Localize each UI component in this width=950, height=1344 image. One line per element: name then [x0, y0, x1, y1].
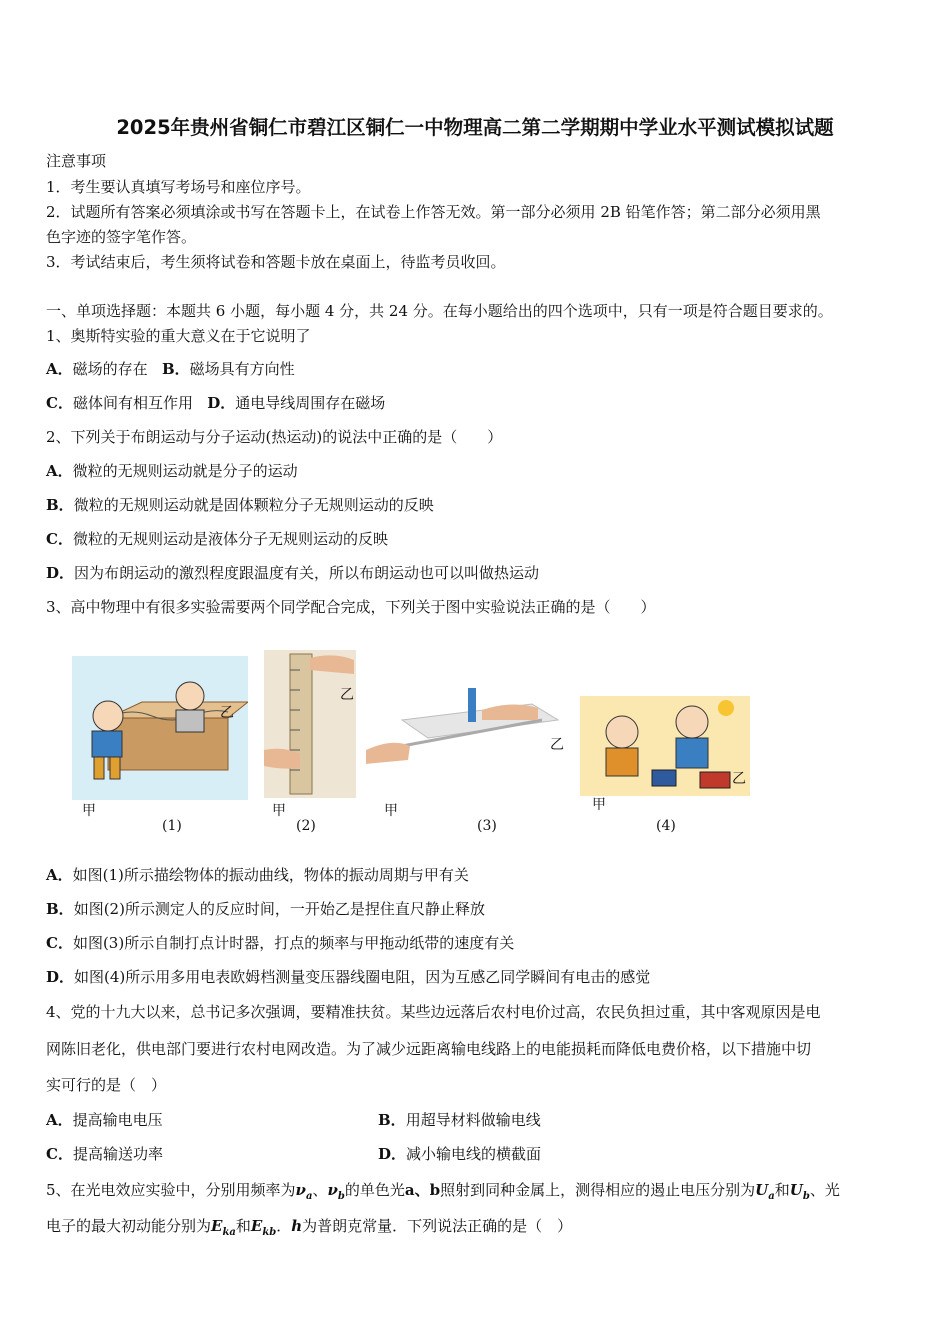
figure-4-caption: (4): [656, 818, 676, 834]
q4-option-a-line: [46, 1110, 163, 1130]
q1-c-key: C．: [46, 394, 73, 412]
q4-option-d-line: [378, 1144, 541, 1164]
q2-option-d: 因为布朗运动的激烈程度跟温度有关，所以布朗运动也可以叫做热运动: [74, 564, 540, 582]
q4-d-key: D．: [378, 1145, 407, 1163]
figure-1-illustration: [72, 656, 248, 800]
figure-2-yi-label: 乙: [340, 687, 354, 703]
q5-text-5: 电子的最大初动能分别为: [46, 1217, 212, 1235]
q4-a-key: A．: [46, 1111, 73, 1129]
q5-dot: ．: [276, 1217, 292, 1235]
figure-4-illustration: [580, 696, 750, 796]
figure-1-yi-label: 乙: [220, 705, 234, 721]
q5-and-1: 和: [774, 1181, 790, 1199]
figure-2-caption: (2): [296, 818, 316, 834]
notice-item-3: 3．考试结束后，考生须将试卷和答题卡放在桌面上，待监考员收回。: [46, 253, 506, 271]
notice-heading: 注意事项: [46, 152, 107, 170]
figure-3-yi-label: 乙: [550, 737, 564, 753]
figure-4-jia-label: 甲: [592, 797, 606, 813]
q5-text-1: 5、在光电效应实验中，分别用频率为: [46, 1181, 296, 1199]
q5-sep-1: 、: [312, 1181, 328, 1199]
q5-text-2: 的单色光: [344, 1181, 405, 1199]
q4-option-b-line: [378, 1110, 541, 1130]
q5-text-3: 照射到同种金属上，测得相应的遏止电压分别为: [440, 1181, 756, 1199]
q3-stem: 3、高中物理中有很多实验需要两个同学配合完成，下列关于图中实验说法正确的是（ ）: [46, 598, 656, 616]
q2-option-a: 微粒的无规则运动就是分子的运动: [72, 462, 298, 480]
q5-u-b: $U_b$: [789, 1181, 810, 1202]
notice-item-1: 1．考生要认真填写考场号和座位序号。: [46, 178, 311, 196]
q4-option-a: 提高输电电压: [72, 1111, 163, 1129]
q1-d-key: D．: [207, 394, 236, 412]
q2-option-d-line: [46, 563, 539, 583]
q4-option-c-line: [46, 1144, 163, 1164]
q2-c-key: C．: [46, 530, 73, 548]
q5-e-ka: $E_{ka}$: [211, 1217, 236, 1238]
q1-a-key: A．: [46, 360, 73, 378]
q5-h: h: [291, 1217, 303, 1235]
q5-stem-line-2: [46, 1216, 572, 1243]
figure-3-illustration: [362, 680, 562, 800]
figure-2-jia-label: 甲: [272, 803, 286, 819]
q1-option-d: 通电导线周围存在磁场: [235, 394, 386, 412]
q1-options-cd: [46, 393, 385, 413]
q3-option-a-line: [46, 865, 469, 885]
q4-stem-line-1: 4、党的十九大以来，总书记多次强调，要精准扶贫。某些边远落后农村电价过高，农民负担过重，其中客观原因是电: [46, 1003, 821, 1021]
q5-and-2: 和: [235, 1217, 251, 1235]
q5-stem-line-1: [46, 1180, 840, 1207]
q3-b-key: B．: [46, 900, 74, 918]
q3-option-b: 如图(2)所示测定人的反应时间，一开始乙是捏住直尺静止释放: [73, 900, 485, 918]
q2-option-c-line: [46, 529, 388, 549]
figure-1-jia-label: 甲: [82, 803, 96, 819]
q4-option-c: 提高输送功率: [72, 1145, 163, 1163]
q3-figure: [72, 650, 772, 840]
q5-light-ab: a、b: [404, 1181, 441, 1199]
figure-3-jia-label: 甲: [384, 803, 398, 819]
q4-c-key: C．: [46, 1145, 73, 1163]
q5-u-a: $U_a$: [755, 1181, 775, 1202]
q3-c-key: C．: [46, 934, 73, 952]
q4-b-key: B．: [378, 1111, 406, 1129]
q3-option-c: 如图(3)所示自制打点计时器，打点的频率与甲拖动纸带的速度有关: [72, 934, 515, 952]
q3-a-key: A．: [46, 866, 73, 884]
q5-text-4: 、光: [809, 1181, 840, 1199]
q2-option-a-line: [46, 461, 298, 481]
q2-a-key: A．: [46, 462, 73, 480]
q3-option-d-line: [46, 967, 650, 987]
q2-d-key: D．: [46, 564, 75, 582]
q3-option-c-line: [46, 933, 514, 953]
q1-option-b: 磁场具有方向性: [189, 360, 295, 378]
section-heading: 一、单项选择题：本题共 6 小题，每小题 4 分，共 24 分。在每小题给出的四个选项中，只有一项是符合题目要求的。: [46, 302, 833, 320]
notice-item-2-cont: 色字迹的签字笔作答。: [46, 228, 197, 246]
q4-stem-line-3: 实可行的是（ ）: [46, 1076, 167, 1094]
q1-stem: 1、奥斯特实验的重大意义在于它说明了: [46, 327, 311, 345]
q1-options-ab: [46, 359, 295, 379]
figure-1-caption: (1): [162, 818, 182, 834]
q2-option-c: 微粒的无规则运动是液体分子无规则运动的反映: [72, 530, 388, 548]
q1-option-c: 磁体间有相互作用: [72, 394, 193, 412]
q1-option-a: 磁场的存在: [72, 360, 148, 378]
q2-option-b-line: [46, 495, 434, 515]
q5-e-kb: $E_{kb}$: [250, 1217, 277, 1238]
q5-nu-b: $\nu_b$: [327, 1181, 345, 1202]
q3-option-d: 如图(4)所示用多用电表欧姆档测量变压器线圈电阻，因为互感乙同学瞬间有电击的感觉: [74, 968, 651, 986]
q2-option-b: 微粒的无规则运动就是固体颗粒分子无规则运动的反映: [73, 496, 434, 514]
figure-2-illustration: [264, 650, 356, 798]
figure-3-caption: (3): [477, 818, 497, 834]
q3-option-b-line: [46, 899, 485, 919]
q3-option-a: 如图(1)所示描绘物体的振动曲线，物体的振动周期与甲有关: [72, 866, 469, 884]
q5-nu-a: $\nu_a$: [295, 1181, 313, 1202]
q2-stem: 2、下列关于布朗运动与分子运动(热运动)的说法中正确的是（ ）: [46, 428, 503, 446]
q4-stem-line-2: 网陈旧老化，供电部门要进行农村电网改造。为了减少远距离输电线路上的电能损耗而降低电费价格，以下措施中切: [46, 1040, 812, 1058]
q4-option-b: 用超导材料做输电线: [405, 1111, 541, 1129]
q3-d-key: D．: [46, 968, 75, 986]
q4-option-d: 减小输电线的横截面: [406, 1145, 542, 1163]
q1-b-key: B．: [161, 360, 190, 378]
q2-b-key: B．: [46, 496, 74, 514]
exam-title: 2025年贵州省铜仁市碧江区铜仁一中物理高二第二学期期中学业水平测试模拟试题: [116, 116, 834, 139]
notice-item-2: 2．试题所有答案必须填涂或书写在答题卡上，在试卷上作答无效。第一部分必须用 2B 铅笔作答；第二部分必须用黑: [46, 203, 821, 221]
q5-text-6: 为普朗克常量．下列说法正确的是（ ）: [302, 1217, 573, 1235]
figure-4-yi-label: 乙: [732, 771, 746, 787]
